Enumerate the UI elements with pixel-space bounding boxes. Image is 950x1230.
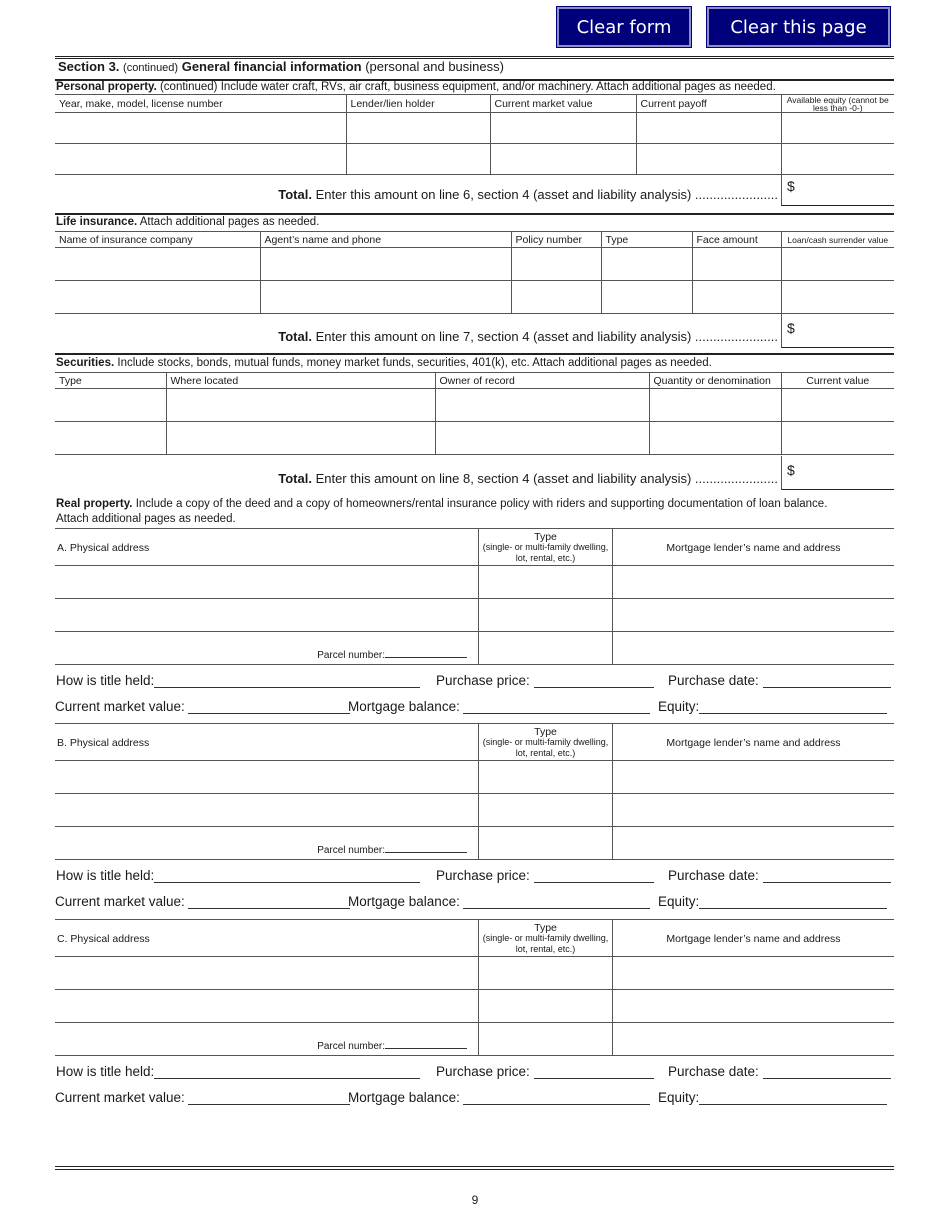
current-market-value-input[interactable] — [188, 895, 350, 909]
total-bold: Total. — [278, 329, 312, 344]
how-title-held-input[interactable] — [154, 869, 420, 883]
current-market-value-label: Current market value: — [55, 894, 185, 909]
col-loan-cash-surrender: Loan/cash surrender value — [781, 232, 894, 248]
equity-input[interactable] — [699, 1091, 887, 1105]
col-year-make-model: Year, make, model, license number — [55, 95, 346, 113]
equity-input[interactable] — [699, 700, 887, 714]
purchase-price-label: Purchase price: — [436, 673, 530, 688]
purchase-price-field[interactable] — [436, 673, 654, 688]
input-cell[interactable] — [55, 248, 260, 281]
title-purchase-line — [55, 863, 894, 887]
total-label — [278, 471, 778, 486]
bottom-rule — [55, 1166, 894, 1167]
col-current-market-value: Current market value — [490, 95, 636, 113]
life-insurance-instructions: Attach additional pages as needed. — [139, 216, 320, 228]
parcel-label: Parcel number: — [317, 650, 385, 661]
mortgage-balance-label: Mortgage balance: — [348, 894, 460, 909]
personal-property-instructions: (continued) Include water craft, RVs, air craft, business equipment, and/or machinery. Attach additional pages as needed. — [159, 81, 776, 93]
total-instructions: Enter this amount on line 7, section 4 (asset and liability analysis) ....................... — [315, 329, 778, 344]
type-title: Type — [534, 530, 557, 543]
input-cell[interactable] — [490, 113, 636, 144]
col-where-located: Where located — [166, 373, 435, 389]
securities-total-field[interactable] — [781, 456, 894, 490]
input-cell[interactable] — [55, 113, 346, 144]
table-row — [55, 827, 894, 860]
current-market-value-input[interactable] — [188, 1091, 350, 1105]
type-input[interactable] — [478, 957, 613, 989]
table-row — [55, 144, 894, 175]
parcel-input[interactable] — [385, 649, 467, 658]
input-cell[interactable] — [55, 144, 346, 175]
address-input[interactable] — [55, 990, 478, 1022]
physical-address-header: B. Physical address — [57, 736, 150, 749]
total-instructions: Enter this amount on line 8, section 4 (asset and liability analysis) ....................... — [315, 471, 778, 486]
top-rule — [55, 56, 894, 57]
personal-property-title: Personal property. — [56, 81, 157, 93]
purchase-price-label: Purchase price: — [436, 868, 530, 883]
mortgage-balance-input[interactable] — [463, 895, 650, 909]
lender-header: Mortgage lender’s name and address — [666, 736, 841, 749]
purchase-price-field[interactable] — [436, 1064, 654, 1079]
input-cell[interactable] — [649, 389, 781, 422]
lender-input[interactable] — [613, 761, 894, 793]
personal-property-total-row — [55, 172, 894, 206]
mortgage-balance-field[interactable] — [348, 1090, 650, 1105]
equity-field[interactable] — [658, 1090, 887, 1105]
table-row — [55, 281, 894, 314]
input-cell[interactable] — [781, 144, 894, 175]
how-title-held-label: How is title held: — [56, 868, 155, 883]
total-bold: Total. — [278, 187, 312, 202]
input-cell[interactable] — [435, 422, 649, 455]
table-row — [55, 422, 894, 455]
purchase-date-label: Purchase date: — [668, 868, 759, 883]
input-cell[interactable] — [55, 389, 166, 422]
bottom-rule-2 — [55, 1169, 894, 1170]
input-cell[interactable] — [166, 422, 435, 455]
how-title-held-input[interactable] — [154, 1065, 420, 1079]
table-row — [55, 957, 894, 990]
title-purchase-line — [55, 668, 894, 692]
table-row — [55, 248, 894, 281]
col-current-value: Current value — [781, 373, 894, 389]
parcel-number[interactable] — [317, 649, 467, 661]
equity-input[interactable] — [699, 895, 887, 909]
real-property-instructions-2: Attach additional pages as needed. — [56, 513, 236, 525]
type-header — [478, 724, 613, 761]
input-cell[interactable] — [649, 422, 781, 455]
lender-input[interactable] — [613, 990, 894, 1022]
parcel-input[interactable] — [385, 1040, 467, 1049]
how-title-held-field[interactable] — [56, 1064, 420, 1079]
input-cell[interactable] — [781, 113, 894, 144]
total-bold: Total. — [278, 471, 312, 486]
how-title-held-label: How is title held: — [56, 673, 155, 688]
type-input[interactable] — [478, 1023, 613, 1055]
input-cell[interactable] — [260, 248, 511, 281]
input-cell[interactable] — [55, 281, 260, 314]
input-cell[interactable] — [781, 281, 894, 314]
type-input[interactable] — [478, 827, 613, 859]
lender-input[interactable] — [613, 794, 894, 826]
col-face-amount: Face amount — [692, 232, 781, 248]
current-market-value-label: Current market value: — [55, 1090, 185, 1105]
securities-label — [56, 357, 712, 369]
type-input[interactable] — [478, 990, 613, 1022]
col-type: Type — [55, 373, 166, 389]
col-agent-name-phone: Agent’s name and phone — [260, 232, 511, 248]
life-insurance-title: Life insurance. — [56, 216, 138, 228]
personal-property-total-field[interactable] — [781, 172, 894, 206]
property-header-row — [55, 528, 894, 566]
address-input[interactable] — [55, 957, 478, 989]
table-row — [55, 566, 894, 599]
input-cell[interactable] — [692, 281, 781, 314]
lender-input[interactable] — [613, 827, 894, 859]
dollar-sign: $ — [787, 320, 795, 336]
purchase-date-field[interactable] — [668, 673, 891, 688]
type-title: Type — [534, 725, 557, 738]
clear-page-button[interactable]: Clear this page — [707, 7, 890, 47]
input-cell[interactable] — [346, 113, 490, 144]
how-title-held-input[interactable] — [154, 674, 420, 688]
purchase-price-input[interactable] — [534, 674, 654, 688]
equity-label: Equity: — [658, 1090, 700, 1105]
physical-address-header: C. Physical address — [57, 932, 150, 945]
life-insurance-total-field[interactable] — [781, 314, 894, 348]
type-subtitle: (single- or multi-family dwelling, lot, rental, etc.) — [482, 933, 609, 954]
value-balance-line — [55, 694, 894, 718]
clear-form-button[interactable]: Clear form — [557, 7, 691, 47]
property-header-row — [55, 723, 894, 761]
type-header — [478, 920, 613, 957]
input-cell[interactable] — [781, 389, 894, 422]
parcel-label: Parcel number: — [317, 845, 385, 856]
address-input[interactable] — [55, 761, 478, 793]
address-input[interactable] — [55, 794, 478, 826]
personal-property-label — [56, 81, 776, 93]
input-cell[interactable] — [260, 281, 511, 314]
current-market-value-field[interactable] — [55, 699, 350, 714]
address-input[interactable] — [55, 566, 478, 598]
parcel-input[interactable] — [385, 844, 467, 853]
how-title-held-field[interactable] — [56, 673, 420, 688]
input-cell[interactable] — [601, 248, 692, 281]
type-header — [478, 529, 613, 566]
purchase-date-field[interactable] — [668, 1064, 891, 1079]
how-title-held-label: How is title held: — [56, 1064, 155, 1079]
table-row — [55, 761, 894, 794]
purchase-price-input[interactable] — [534, 869, 654, 883]
input-cell[interactable] — [435, 389, 649, 422]
parcel-number[interactable] — [317, 844, 467, 856]
purchase-price-field[interactable] — [436, 868, 654, 883]
securities-title: Securities. — [56, 357, 115, 369]
section-heading: General financial information — [181, 59, 362, 74]
lender-header: Mortgage lender’s name and address — [666, 541, 841, 554]
input-cell[interactable] — [346, 144, 490, 175]
purchase-date-label: Purchase date: — [668, 673, 759, 688]
section-rule — [55, 353, 894, 355]
mortgage-balance-input[interactable] — [463, 1091, 650, 1105]
type-input[interactable] — [478, 794, 613, 826]
lender-input[interactable] — [613, 566, 894, 598]
input-cell[interactable] — [55, 422, 166, 455]
input-cell[interactable] — [781, 248, 894, 281]
parcel-number[interactable] — [317, 1040, 467, 1052]
col-current-payoff: Current payoff — [636, 95, 781, 113]
securities-total-row — [55, 456, 894, 490]
input-cell[interactable] — [636, 113, 781, 144]
current-market-value-input[interactable] — [188, 700, 350, 714]
purchase-price-input[interactable] — [534, 1065, 654, 1079]
life-insurance-table — [55, 231, 894, 314]
how-title-held-field[interactable] — [56, 868, 420, 883]
purchase-date-field[interactable] — [668, 868, 891, 883]
dollar-sign: $ — [787, 462, 795, 478]
type-input[interactable] — [478, 632, 613, 664]
lender-input[interactable] — [613, 1023, 894, 1055]
input-cell[interactable] — [601, 281, 692, 314]
input-cell[interactable] — [692, 248, 781, 281]
input-cell[interactable] — [781, 422, 894, 455]
page-number: 9 — [471, 1193, 479, 1207]
col-available-equity: Available equity (cannot be less than -0-) — [781, 95, 894, 113]
personal-property-table — [55, 94, 894, 175]
purchase-price-label: Purchase price: — [436, 1064, 530, 1079]
input-cell[interactable] — [511, 248, 601, 281]
mortgage-balance-field[interactable] — [348, 699, 650, 714]
purchase-date-input[interactable] — [763, 869, 891, 883]
mortgage-balance-input[interactable] — [463, 700, 650, 714]
purchase-date-input[interactable] — [763, 1065, 891, 1079]
lender-header: Mortgage lender’s name and address — [666, 932, 841, 945]
parcel-cell — [55, 1023, 473, 1055]
section-rule — [55, 213, 894, 215]
type-subtitle: (single- or multi-family dwelling, lot, rental, etc.) — [482, 542, 609, 563]
total-instructions: Enter this amount on line 6, section 4 (asset and liability analysis) ....................... — [315, 187, 778, 202]
type-input[interactable] — [478, 761, 613, 793]
col-quantity-denomination: Quantity or denomination — [649, 373, 781, 389]
section-subheading: (personal and business) — [365, 59, 504, 74]
col-type: Type — [601, 232, 692, 248]
purchase-date-input[interactable] — [763, 674, 891, 688]
equity-field[interactable] — [658, 894, 887, 909]
lender-input[interactable] — [613, 632, 894, 664]
table-row — [55, 599, 894, 632]
value-balance-line — [55, 1085, 894, 1109]
section-continued: (continued) — [123, 62, 179, 74]
col-owner-of-record: Owner of record — [435, 373, 649, 389]
table-row — [55, 389, 894, 422]
purchase-date-label: Purchase date: — [668, 1064, 759, 1079]
col-policy-number: Policy number — [511, 232, 601, 248]
type-input[interactable] — [478, 566, 613, 598]
current-market-value-label: Current market value: — [55, 699, 185, 714]
type-title: Type — [534, 921, 557, 934]
title-purchase-line — [55, 1059, 894, 1083]
table-row — [55, 113, 894, 144]
section-title — [58, 59, 504, 74]
securities-instructions: Include stocks, bonds, mutual funds, money market funds, securities, 401(k), etc. Attach additional pages as needed. — [117, 357, 712, 369]
equity-label: Equity: — [658, 894, 700, 909]
col-lender-lien-holder: Lender/lien holder — [346, 95, 490, 113]
table-row — [55, 1023, 894, 1056]
physical-address-header: A. Physical address — [57, 541, 150, 554]
type-input[interactable] — [478, 599, 613, 631]
table-row — [55, 632, 894, 665]
real-property-instructions: Include a copy of the deed and a copy of homeowners/rental insurance policy with riders and supporting documentation of loan balance. — [135, 498, 828, 510]
input-cell[interactable] — [490, 144, 636, 175]
life-insurance-label — [56, 216, 319, 228]
input-cell[interactable] — [166, 389, 435, 422]
equity-field[interactable] — [658, 699, 887, 714]
lender-input[interactable] — [613, 957, 894, 989]
value-balance-line — [55, 889, 894, 913]
equity-label: Equity: — [658, 699, 700, 714]
current-market-value-field[interactable] — [55, 1090, 350, 1105]
address-input[interactable] — [55, 599, 478, 631]
total-label — [278, 329, 778, 344]
securities-table — [55, 372, 894, 455]
property-header-row — [55, 919, 894, 957]
dollar-sign: $ — [787, 178, 795, 194]
input-cell[interactable] — [636, 144, 781, 175]
type-subtitle: (single- or multi-family dwelling, lot, rental, etc.) — [482, 737, 609, 758]
mortgage-balance-label: Mortgage balance: — [348, 1090, 460, 1105]
mortgage-balance-field[interactable] — [348, 894, 650, 909]
total-label — [278, 187, 778, 202]
input-cell[interactable] — [511, 281, 601, 314]
real-property-label — [56, 497, 827, 527]
parcel-cell — [55, 632, 473, 664]
real-property-title: Real property. — [56, 498, 133, 510]
parcel-label: Parcel number: — [317, 1041, 385, 1052]
parcel-cell — [55, 827, 473, 859]
lender-input[interactable] — [613, 599, 894, 631]
section-number: Section 3. — [58, 59, 120, 74]
current-market-value-field[interactable] — [55, 894, 350, 909]
table-row — [55, 990, 894, 1023]
mortgage-balance-label: Mortgage balance: — [348, 699, 460, 714]
col-insurance-company: Name of insurance company — [55, 232, 260, 248]
table-row — [55, 794, 894, 827]
life-insurance-total-row — [55, 314, 894, 348]
